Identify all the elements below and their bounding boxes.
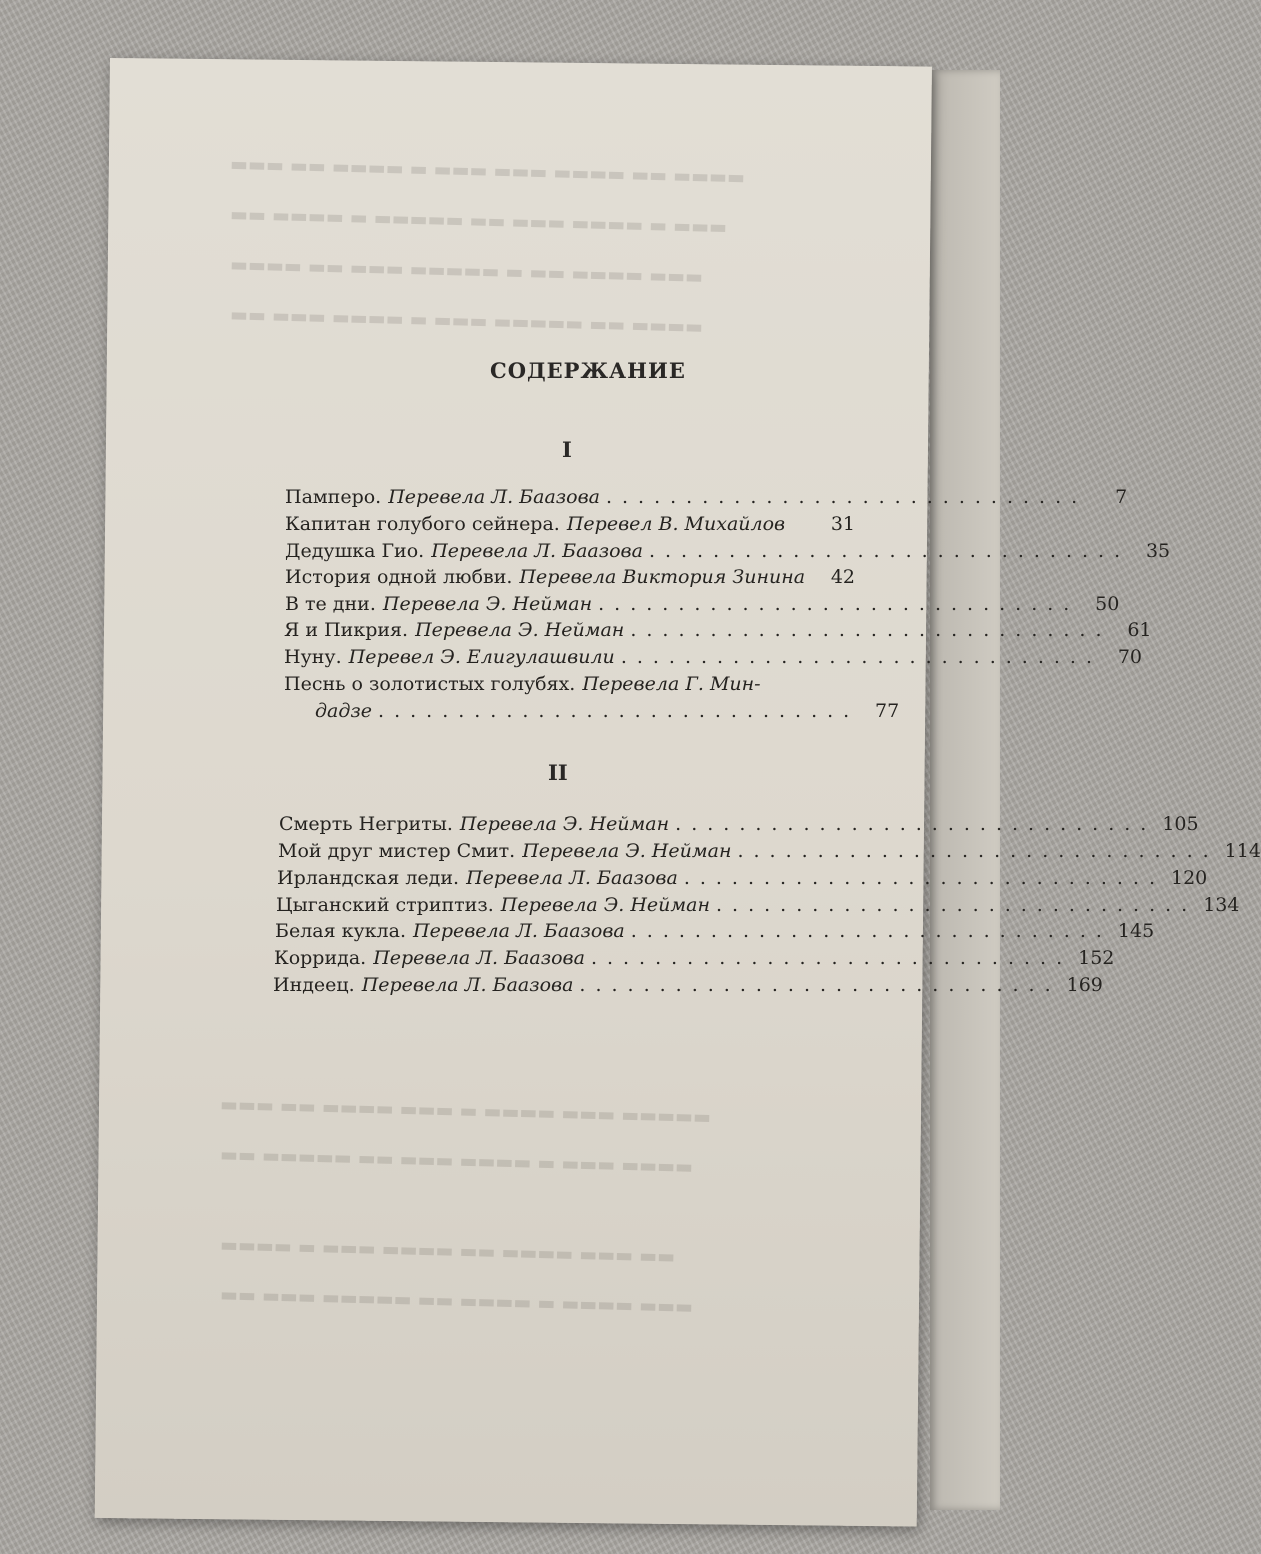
entry-title: Я и Пикрия. [284, 619, 409, 641]
entry-title: Песнь о золотистых голубях. [284, 673, 576, 695]
entry-title: Памперо. [285, 486, 382, 508]
toc-title: СОДЕРЖАНИЕ [490, 358, 686, 383]
entry-page: 7 [1115, 486, 1128, 508]
entry-translator: Перевела Г. Мин- [582, 673, 761, 695]
entry-title: Цыганский стриптиз. [276, 894, 494, 916]
show-through-texture: ▬▬▬▬ ▬ ▬▬▬ ▬▬▬▬ ▬▬ ▬▬▬▬ ▬▬▬ ▬▬ [219, 1234, 676, 1268]
entry-translator: Перевела Л. Баазова [431, 540, 643, 562]
show-through-texture: ▬▬ ▬▬▬▬ ▬ ▬▬▬▬▬ ▬▬ ▬▬▬ ▬▬▬▬ ▬ ▬▬▬ [229, 203, 728, 239]
entry-page: 61 [1127, 619, 1152, 641]
toc-entry [285, 513, 855, 535]
dot-leader: .............................. [579, 974, 1061, 996]
dot-leader: .............................. [675, 813, 1157, 835]
entry-title: Нуну. [284, 646, 342, 668]
entry-translator: Перевела Э. Нейман [415, 619, 625, 641]
entry-title: Смерть Негриты. [279, 813, 453, 835]
dot-leader: .............................. [378, 700, 860, 722]
dot-leader: .............................. [716, 894, 1198, 916]
dot-leader: .............................. [737, 840, 1219, 862]
entry-title: В те дни. [285, 593, 376, 615]
toc-entry [275, 920, 1155, 942]
entry-title: Коррида. [274, 947, 367, 969]
entry-title: Ирландская леди. [277, 867, 460, 889]
toc-entry [278, 840, 1261, 862]
entry-translator-continuation: дадзе [315, 700, 373, 722]
entry-translator: Перевела Виктория Зинина [519, 566, 806, 588]
entry-title: Дедушка Гио. [285, 540, 425, 562]
show-through-texture: ▬▬▬▬ ▬▬ ▬▬▬ ▬▬▬▬▬ ▬ ▬▬ ▬▬▬▬ ▬▬▬ [229, 253, 704, 289]
entry-page: 152 [1078, 947, 1115, 969]
dot-leader: .............................. [648, 540, 1131, 562]
toc-entry [285, 486, 1128, 508]
entry-translator: Перевел Э. Елигулашвили [348, 646, 615, 668]
toc-entry [277, 867, 1208, 889]
toc-entry [285, 593, 1120, 615]
show-through-texture: ▬▬▬ ▬▬ ▬▬▬▬ ▬▬▬ ▬ ▬▬▬▬ ▬▬▬ ▬▬▬▬▬ [219, 1093, 712, 1129]
entry-page: 31 [830, 513, 855, 535]
entry-page: 70 [1117, 646, 1142, 668]
entry-page: 134 [1203, 894, 1240, 916]
entry-translator: Перевела Э. Нейман [459, 813, 670, 835]
dot-leader: .............................. [683, 867, 1165, 889]
dot-leader: .............................. [605, 486, 1088, 508]
section-heading: I [562, 437, 572, 462]
entry-translator: Перевел В. Михайлов [566, 513, 786, 535]
section-heading: II [548, 760, 568, 785]
entry-page: 77 [875, 700, 900, 722]
toc-entry [285, 566, 855, 588]
entry-title: История одной любви. [285, 566, 513, 588]
toc-entry [279, 813, 1199, 835]
entry-translator: Перевела Л. Баазова [388, 486, 600, 508]
dot-leader: .............................. [598, 593, 1080, 615]
dot-leader: .............................. [590, 947, 1073, 969]
entry-translator: Перевела Л. Баазова [413, 920, 625, 942]
toc-entry-continuation [315, 700, 900, 722]
dot-leader: .............................. [620, 646, 1102, 668]
entry-page: 145 [1117, 920, 1155, 942]
entry-page: 50 [1095, 593, 1120, 615]
entry-translator: Перевела Э. Нейман [382, 593, 593, 615]
toc-entry [276, 894, 1240, 916]
dot-leader: .............................. [630, 619, 1112, 641]
entry-title: Белая кукла. [275, 920, 406, 942]
entry-translator: Перевела Л. Баазова [361, 974, 574, 996]
entry-translator: Перевела Э. Нейман [522, 840, 732, 862]
toc-entry [284, 673, 855, 695]
dot-leader: .............................. [630, 920, 1112, 942]
entry-page: 105 [1162, 813, 1199, 835]
toc-entry [284, 619, 1152, 641]
next-page-edge [930, 70, 1000, 1510]
entry-translator: Перевела Л. Баазова [466, 867, 678, 889]
entry-page: 169 [1066, 974, 1103, 996]
show-through-texture: ▬▬▬ ▬▬ ▬▬▬▬ ▬ ▬▬▬ ▬▬▬ ▬▬▬▬ ▬▬ ▬▬▬▬ [229, 153, 746, 189]
entry-page: 42 [830, 566, 855, 588]
entry-translator: Перевела Э. Нейман [500, 894, 711, 916]
show-through-texture: ▬▬ ▬▬▬▬▬ ▬▬ ▬▬▬ ▬▬▬▬ ▬ ▬▬▬ ▬▬▬▬ [219, 1143, 694, 1179]
toc-entry [284, 646, 1142, 668]
show-through-texture: ▬▬ ▬▬▬ ▬▬▬▬▬ ▬▬ ▬▬▬▬ ▬ ▬▬▬▬ ▬▬▬ [219, 1283, 694, 1319]
toc-entry [274, 947, 1115, 969]
toc-entry [285, 540, 1171, 562]
show-through-texture: ▬▬ ▬▬▬ ▬▬▬▬ ▬ ▬▬▬ ▬▬▬▬▬ ▬▬ ▬▬▬▬ [229, 303, 704, 339]
entry-page: 35 [1145, 540, 1171, 562]
entry-title: Мой друг мистер Смит. [278, 840, 516, 862]
entry-title: Индеец. [273, 974, 355, 996]
toc-entry [273, 974, 1103, 996]
entry-page: 120 [1171, 867, 1208, 889]
entry-title: Капитан голубого сейнера. [285, 513, 560, 535]
entry-translator: Перевела Л. Баазова [373, 947, 585, 969]
entry-page: 114 [1224, 840, 1261, 862]
